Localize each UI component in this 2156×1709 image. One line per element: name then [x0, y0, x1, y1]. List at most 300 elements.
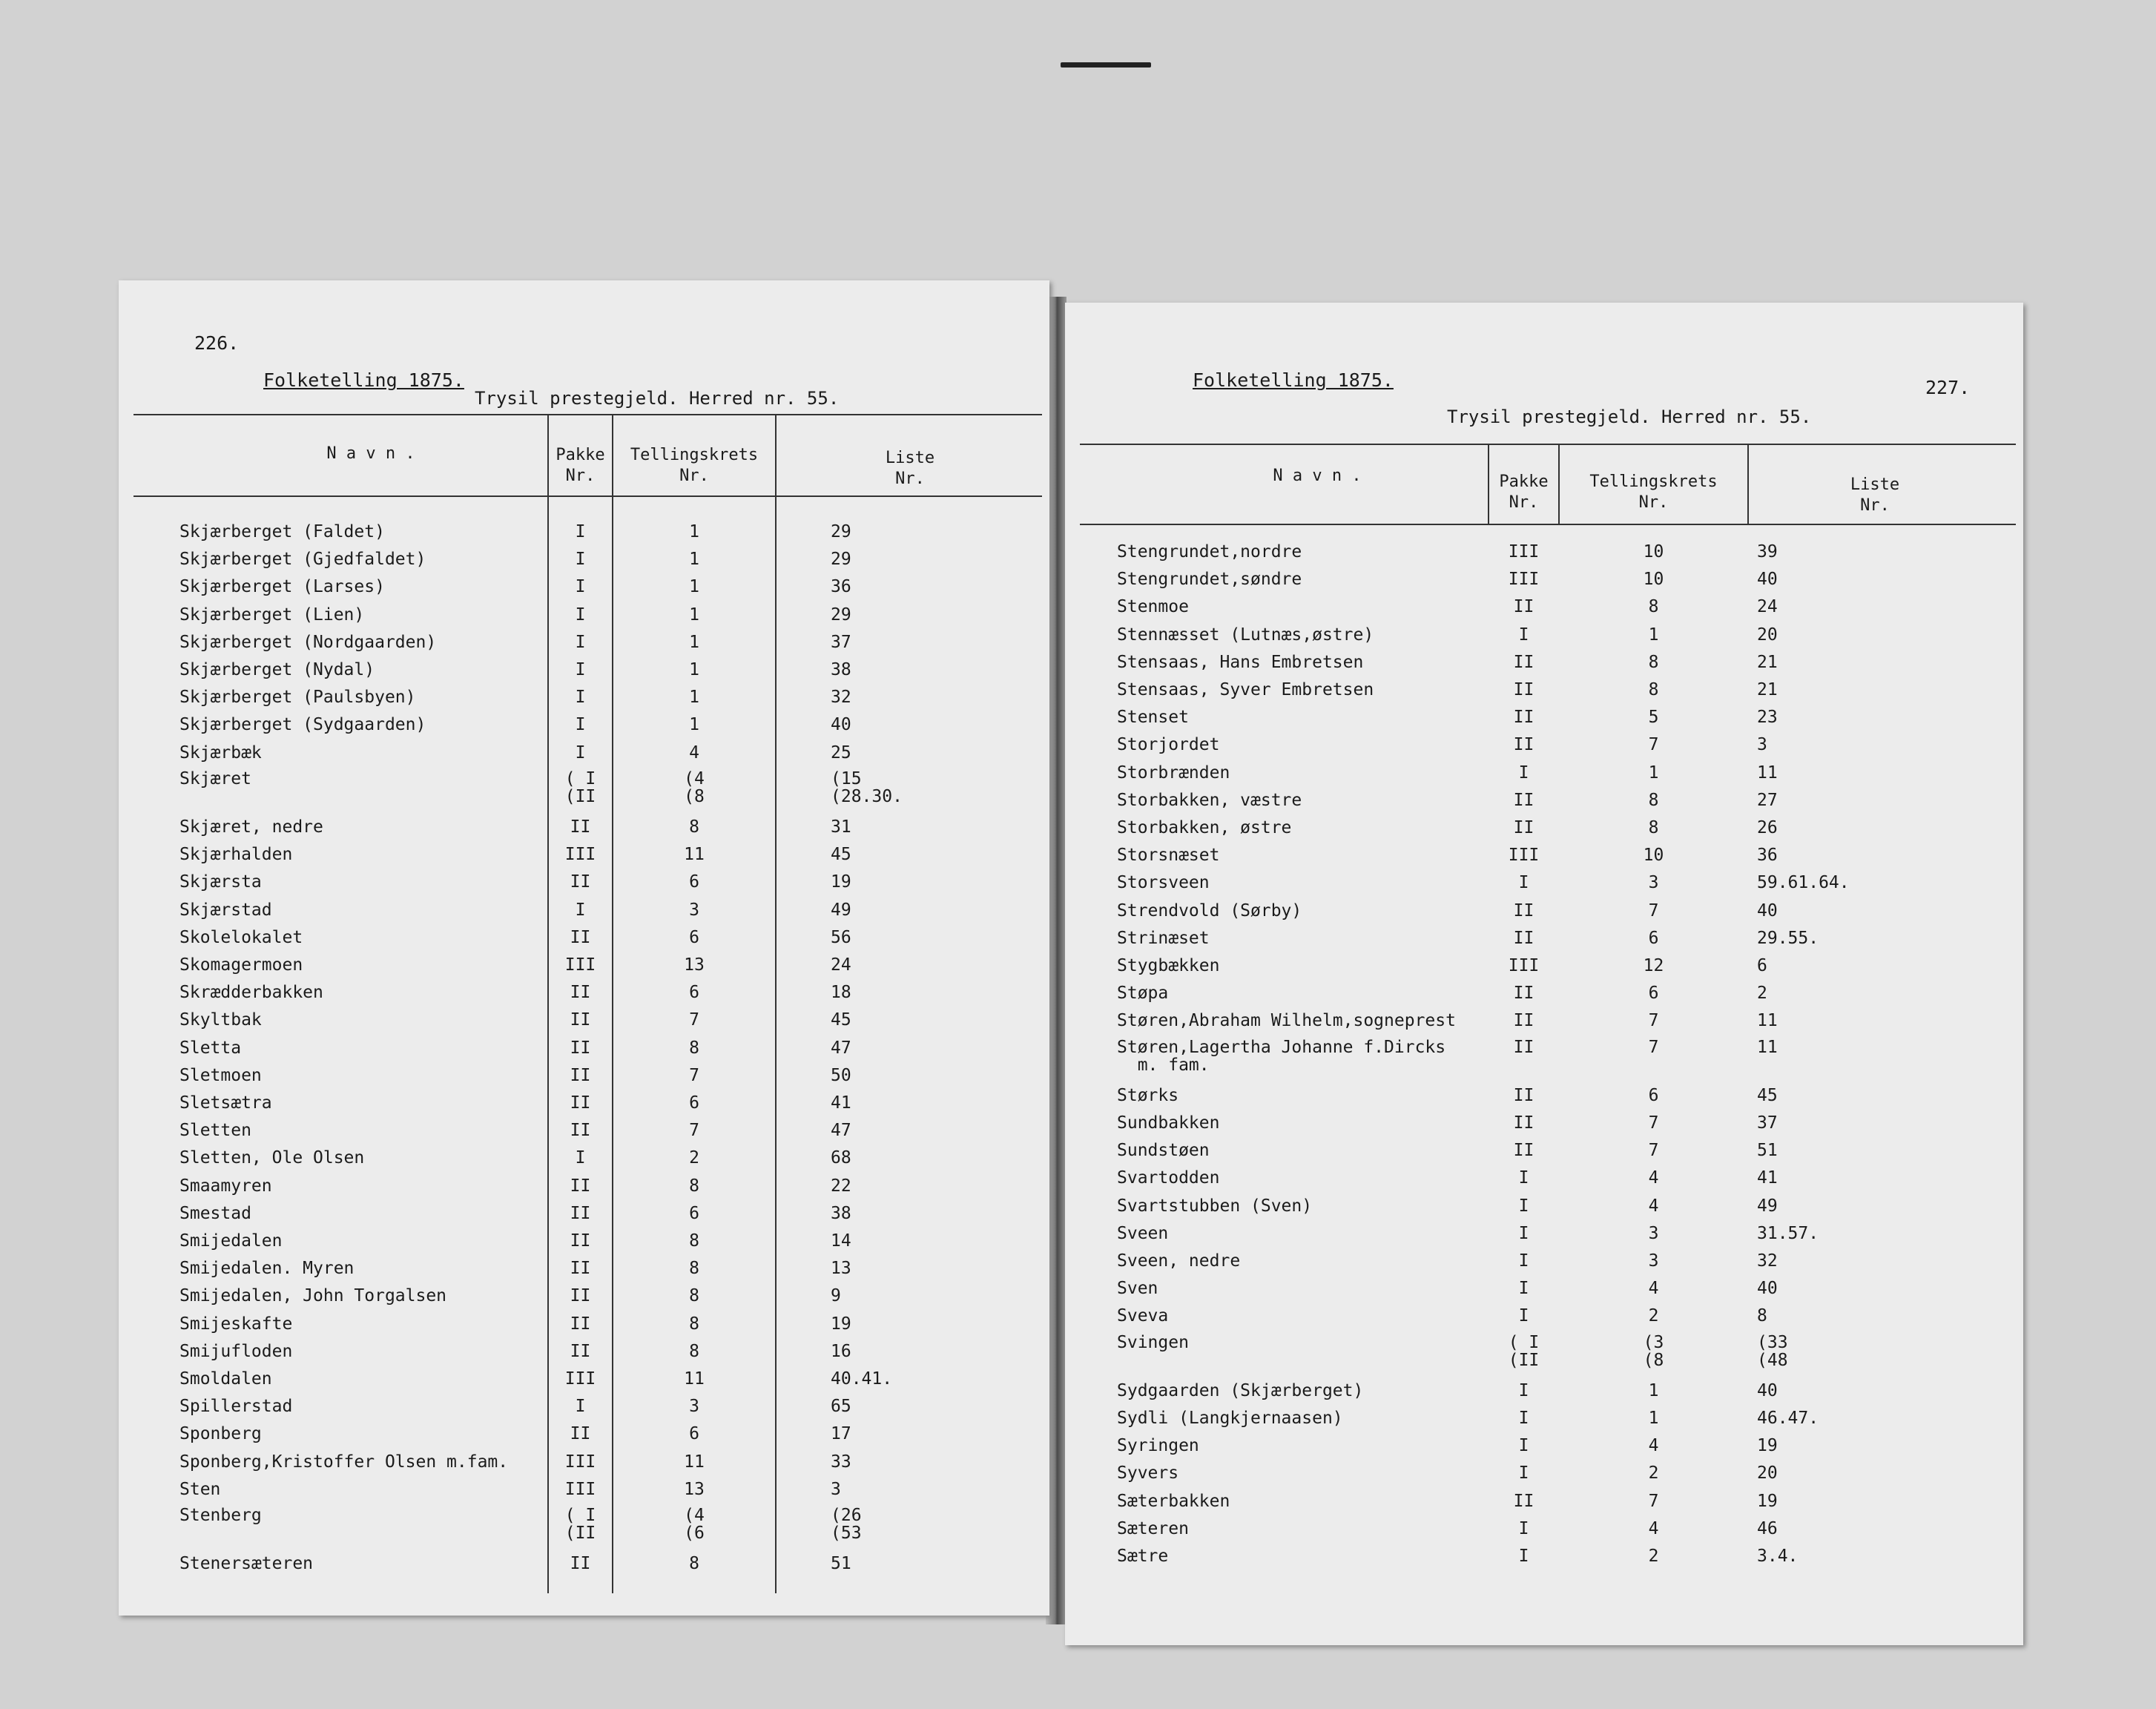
tellingskrets-nr: 8 — [1648, 680, 1659, 699]
entry-name: Strinæset — [1117, 928, 1210, 948]
liste-nr: 65 — [831, 1397, 851, 1417]
pakke-nr: III — [564, 845, 596, 865]
entry-name: Skrædderbakken — [179, 983, 323, 1003]
pakke-nr: I — [1518, 625, 1529, 645]
tellingskrets-nr: 8 — [689, 1286, 699, 1306]
pakke-nr: II — [570, 1010, 591, 1030]
pakke-nr: II — [1513, 900, 1534, 921]
entry-name: Sletten, Ole Olsen — [179, 1148, 365, 1168]
entry-name: Sven — [1117, 1279, 1158, 1299]
liste-nr: 29 — [831, 522, 851, 541]
pakke-nr: III — [564, 1369, 596, 1389]
tellingskrets-nr: 8 — [689, 1314, 699, 1334]
tellingskrets-nr: 6 — [689, 927, 699, 947]
pakke-nr: II — [570, 1424, 591, 1444]
header-bottom-rule — [133, 495, 1042, 497]
entry-name: Storbakken, væstre — [1117, 790, 1302, 810]
pakke-nr: I — [575, 900, 586, 920]
liste-nr: 19 — [1757, 1436, 1778, 1456]
header-navn: N a v n . — [326, 444, 415, 463]
page-subtitle: Trysil prestegjeld. Herred nr. 55. — [475, 388, 840, 409]
entry-name: Svartodden — [1117, 1168, 1220, 1188]
tellingskrets-nr: 1 — [689, 632, 699, 652]
liste-nr: 45 — [1757, 1085, 1778, 1105]
pakke-nr: II — [1513, 708, 1534, 728]
pakke-nr: III — [1508, 956, 1540, 975]
column-divider — [775, 414, 777, 1593]
liste-nr: 49 — [831, 900, 851, 920]
pakke-nr: II — [570, 983, 591, 1003]
tellingskrets-nr: (4 (6 — [684, 1506, 705, 1544]
entry-name: Støren,Lagertha Johanne f.Dircks m. fam. — [1117, 1037, 1446, 1075]
entry-name: Smoldalen — [179, 1369, 272, 1389]
tellingskrets-nr: 1 — [689, 577, 699, 597]
pakke-nr: II — [1513, 790, 1534, 810]
pakke-nr: I — [575, 1148, 586, 1168]
tellingskrets-nr: 1 — [689, 605, 699, 625]
pakke-nr: I — [575, 1397, 586, 1417]
liste-nr: 36 — [1757, 846, 1778, 866]
header-liste: Liste Nr. — [885, 449, 935, 488]
tellingskrets-nr: 4 — [1648, 1518, 1659, 1538]
tellingskrets-nr: 4 — [1648, 1279, 1659, 1299]
liste-nr: (15 (28.30. — [831, 768, 903, 806]
pakke-nr: II — [570, 817, 591, 837]
tellingskrets-nr: 4 — [1648, 1196, 1659, 1216]
liste-nr: 24 — [1757, 597, 1778, 617]
tellingskrets-nr: 7 — [1648, 1113, 1659, 1133]
tellingskrets-nr: 2 — [689, 1148, 699, 1168]
liste-nr: 56 — [831, 927, 851, 947]
tellingskrets-nr: 2 — [1648, 1306, 1659, 1326]
entry-name: Smijedalen — [179, 1231, 283, 1251]
entry-name: Sveen — [1117, 1223, 1169, 1243]
liste-nr: 26 — [1757, 818, 1778, 837]
pakke-nr: I — [1518, 763, 1529, 783]
liste-nr: 40 — [1757, 1380, 1778, 1400]
liste-nr: 47 — [831, 1121, 851, 1141]
liste-nr: 45 — [831, 1010, 851, 1030]
pakke-nr: III — [564, 1452, 596, 1472]
tellingskrets-nr: 6 — [1648, 984, 1659, 1004]
liste-nr: 11 — [1757, 1037, 1778, 1057]
tellingskrets-nr: 8 — [1648, 790, 1659, 810]
entry-name: Sletmoen — [179, 1065, 262, 1085]
liste-nr: 40 — [831, 715, 851, 735]
liste-nr: 29 — [831, 605, 851, 625]
liste-nr: 46.47. — [1757, 1409, 1819, 1429]
pakke-nr: II — [570, 1121, 591, 1141]
liste-nr: 41 — [1757, 1168, 1778, 1188]
entry-name: Størks — [1117, 1085, 1179, 1105]
pakke-nr: I — [575, 660, 586, 679]
entry-name: Skjærberget (Lien) — [179, 605, 365, 625]
entry-name: Sveva — [1117, 1306, 1169, 1326]
pakke-nr: II — [1513, 984, 1534, 1004]
liste-nr: (26 (53 — [831, 1506, 862, 1544]
tellingskrets-nr: 2 — [1648, 1463, 1659, 1484]
pakke-nr: I — [1518, 1409, 1529, 1429]
pakke-nr: II — [570, 1554, 591, 1574]
tellingskrets-nr: 11 — [684, 1369, 705, 1389]
liste-nr: 6 — [1757, 956, 1767, 975]
entry-name: Stennæsset (Lutnæs,østre) — [1117, 625, 1374, 645]
header-bottom-rule — [1080, 524, 2016, 525]
liste-nr: 20 — [1757, 1463, 1778, 1484]
header-pakke: Pakke Nr. — [556, 446, 605, 485]
liste-nr: 3 — [1757, 735, 1767, 755]
pakke-nr: II — [570, 872, 591, 892]
entry-name: Smijedalen, John Torgalsen — [179, 1286, 447, 1306]
tellingskrets-nr: 1 — [689, 715, 699, 735]
entry-name: Stengrundet,nordre — [1117, 542, 1302, 562]
liste-nr: 51 — [1757, 1141, 1778, 1161]
pakke-nr: ( I (II — [564, 768, 596, 806]
liste-nr: 23 — [1757, 708, 1778, 728]
tellingskrets-nr: 6 — [689, 1203, 699, 1223]
tellingskrets-nr: 11 — [684, 1452, 705, 1472]
pakke-nr: ( I (II — [1508, 1332, 1540, 1370]
tellingskrets-nr: 8 — [689, 1176, 699, 1196]
tellingskrets-nr: 8 — [1648, 818, 1659, 837]
tellingskrets-nr: 1 — [689, 688, 699, 708]
liste-nr: 9 — [831, 1286, 841, 1306]
tellingskrets-nr: 1 — [689, 660, 699, 679]
liste-nr: 37 — [831, 632, 851, 652]
pakke-nr: I — [575, 605, 586, 625]
tellingskrets-nr: 11 — [684, 845, 705, 865]
pakke-nr: II — [570, 1093, 591, 1113]
pakke-nr: III — [564, 1479, 596, 1499]
tellingskrets-nr: 6 — [1648, 1085, 1659, 1105]
liste-nr: 16 — [831, 1341, 851, 1361]
pakke-nr: II — [1513, 597, 1534, 617]
tellingskrets-nr: 12 — [1643, 956, 1664, 975]
tellingskrets-nr: (4 (8 — [684, 768, 705, 806]
entry-name: Strendvold (Sørby) — [1117, 900, 1302, 921]
tellingskrets-nr: 5 — [1648, 708, 1659, 728]
tellingskrets-nr: 8 — [689, 1038, 699, 1058]
page-subtitle: Trysil prestegjeld. Herred nr. 55. — [1447, 406, 1812, 427]
tellingskrets-nr: 6 — [689, 872, 699, 892]
liste-nr: 46 — [1757, 1518, 1778, 1538]
tellingskrets-nr: 7 — [1648, 1037, 1659, 1057]
tellingskrets-nr: 7 — [1648, 1011, 1659, 1031]
pakke-nr: I — [1518, 1518, 1529, 1538]
liste-nr: 59.61.64. — [1757, 873, 1850, 893]
right-page — [1065, 303, 2023, 1645]
liste-nr: 40 — [1757, 1279, 1778, 1299]
pakke-nr: III — [564, 955, 596, 975]
entry-name: Stengrundet,søndre — [1117, 570, 1302, 590]
tellingskrets-nr: (3 (8 — [1643, 1332, 1664, 1370]
tellingskrets-nr: 4 — [1648, 1168, 1659, 1188]
pakke-nr: II — [1513, 680, 1534, 699]
tellingskrets-nr: 1 — [1648, 625, 1659, 645]
entry-name: Skyltbak — [179, 1010, 262, 1030]
pakke-nr: II — [570, 1065, 591, 1085]
pakke-nr: I — [1518, 1463, 1529, 1484]
pakke-nr: II — [1513, 652, 1534, 672]
tellingskrets-nr: 10 — [1643, 570, 1664, 590]
pakke-nr: I — [1518, 1223, 1529, 1243]
tellingskrets-nr: 13 — [684, 955, 705, 975]
liste-nr: 3.4. — [1757, 1547, 1799, 1567]
pakke-nr: II — [1513, 1085, 1534, 1105]
tellingskrets-nr: 7 — [1648, 1491, 1659, 1511]
pakke-nr: I — [575, 550, 586, 570]
liste-nr: 36 — [831, 577, 851, 597]
header-tellingskrets: Tellingskrets Nr. — [630, 446, 759, 485]
tellingskrets-nr: 4 — [689, 742, 699, 763]
header-top-rule — [1080, 444, 2016, 445]
liste-nr: 19 — [831, 872, 851, 892]
entry-name: Skjærberget (Gjedfaldet) — [179, 550, 426, 570]
pakke-nr: III — [1508, 846, 1540, 866]
pakke-nr: I — [575, 742, 586, 763]
tellingskrets-nr: 6 — [689, 1424, 699, 1444]
entry-name: Stensaas, Syver Embretsen — [1117, 680, 1374, 699]
tellingskrets-nr: 13 — [684, 1479, 705, 1499]
liste-nr: 37 — [1757, 1113, 1778, 1133]
liste-nr: 50 — [831, 1065, 851, 1085]
liste-nr: 32 — [1757, 1251, 1778, 1271]
entry-name: Storbrænden — [1117, 763, 1230, 783]
header-navn: N a v n . — [1273, 467, 1362, 485]
entry-name: Skjærberget (Nydal) — [179, 660, 375, 679]
page-title: Folketelling 1875. — [263, 369, 464, 391]
entry-name: Støren,Abraham Wilhelm,sogneprest — [1117, 1011, 1456, 1031]
entry-name: Stenersæteren — [179, 1554, 314, 1574]
tellingskrets-nr: 7 — [689, 1065, 699, 1085]
entry-name: Sæterbakken — [1117, 1491, 1230, 1511]
tellingskrets-nr: 1 — [1648, 1380, 1659, 1400]
tellingskrets-nr: 8 — [689, 1554, 699, 1574]
liste-nr: 2 — [1757, 984, 1767, 1004]
liste-nr: 33 — [831, 1452, 851, 1472]
tellingskrets-nr: 3 — [1648, 873, 1659, 893]
tellingskrets-nr: 8 — [689, 1259, 699, 1279]
entry-name: Skjærsta — [179, 872, 262, 892]
entry-name: Sletten — [179, 1121, 251, 1141]
liste-nr: 17 — [831, 1424, 851, 1444]
liste-nr: 51 — [831, 1554, 851, 1574]
pakke-nr: II — [570, 927, 591, 947]
tellingskrets-nr: 10 — [1643, 846, 1664, 866]
liste-nr: 38 — [831, 1203, 851, 1223]
entry-name: Stenset — [1117, 708, 1189, 728]
liste-nr: 31 — [831, 817, 851, 837]
left-page — [119, 280, 1049, 1616]
tellingskrets-nr: 3 — [689, 900, 699, 920]
entry-name: Smestad — [179, 1203, 251, 1223]
tellingskrets-nr: 7 — [1648, 900, 1659, 921]
pakke-nr: I — [1518, 1279, 1529, 1299]
entry-name: Sydgaarden (Skjærberget) — [1117, 1380, 1364, 1400]
entry-name: Stensaas, Hans Embretsen — [1117, 652, 1364, 672]
pakke-nr: II — [1513, 1011, 1534, 1031]
entry-name: Sten — [179, 1479, 221, 1499]
pakke-nr: II — [1513, 818, 1534, 837]
page-number: 226. — [194, 332, 240, 354]
tellingskrets-nr: 3 — [1648, 1223, 1659, 1243]
tellingskrets-nr: 8 — [1648, 597, 1659, 617]
entry-name: Skjæret, nedre — [179, 817, 323, 837]
entry-name: Skjærstad — [179, 900, 272, 920]
entry-name: Sundbakken — [1117, 1113, 1220, 1133]
pakke-nr: II — [1513, 928, 1534, 948]
entry-name: Sletsætra — [179, 1093, 272, 1113]
pakke-nr: I — [1518, 1306, 1529, 1326]
page-title: Folketelling 1875. — [1193, 369, 1394, 391]
tellingskrets-nr: 8 — [689, 1231, 699, 1251]
liste-nr: 11 — [1757, 1011, 1778, 1031]
pakke-nr: ( I (II — [564, 1506, 596, 1544]
entry-name: Storbakken, østre — [1117, 818, 1292, 837]
tellingskrets-nr: 3 — [1648, 1251, 1659, 1271]
entry-name: Skjærberget (Nordgaarden) — [179, 632, 437, 652]
pakke-nr: II — [1513, 1113, 1534, 1133]
header-top-rule — [133, 414, 1042, 415]
liste-nr: 31.57. — [1757, 1223, 1819, 1243]
entry-name: Skjærberget (Larses) — [179, 577, 385, 597]
entry-name: Smijedalen. Myren — [179, 1259, 355, 1279]
liste-nr: 21 — [1757, 652, 1778, 672]
entry-name: Skjærhalden — [179, 845, 293, 865]
liste-nr: 47 — [831, 1038, 851, 1058]
entry-name: Sæteren — [1117, 1518, 1189, 1538]
pakke-nr: I — [575, 522, 586, 541]
pakke-nr: I — [1518, 1436, 1529, 1456]
entry-name: Stenberg — [179, 1506, 262, 1526]
tellingskrets-nr: 6 — [1648, 928, 1659, 948]
liste-nr: 45 — [831, 845, 851, 865]
pakke-nr: I — [1518, 1251, 1529, 1271]
entry-name: Sundstøen — [1117, 1141, 1210, 1161]
liste-nr: 20 — [1757, 625, 1778, 645]
pakke-nr: II — [1513, 1491, 1534, 1511]
entry-name: Skomagermoen — [179, 955, 303, 975]
tellingskrets-nr: 1 — [689, 550, 699, 570]
tellingskrets-nr: 3 — [689, 1397, 699, 1417]
liste-nr: 32 — [831, 688, 851, 708]
entry-name: Storsnæset — [1117, 846, 1220, 866]
liste-nr: 19 — [831, 1314, 851, 1334]
pakke-nr: I — [1518, 1168, 1529, 1188]
tellingskrets-nr: 8 — [689, 1341, 699, 1361]
pakke-nr: II — [1513, 1141, 1534, 1161]
pakke-nr: I — [575, 577, 586, 597]
pakke-nr: I — [575, 715, 586, 735]
page-number: 227. — [1925, 377, 1971, 398]
tellingskrets-nr: 4 — [1648, 1436, 1659, 1456]
entry-name: Syringen — [1117, 1436, 1199, 1456]
tellingskrets-nr: 6 — [689, 1093, 699, 1113]
tellingskrets-nr: 10 — [1643, 542, 1664, 562]
entry-name: Smaamyren — [179, 1176, 272, 1196]
entry-name: Smijufloden — [179, 1341, 293, 1361]
liste-nr: 40.41. — [831, 1369, 893, 1389]
pakke-nr: II — [1513, 735, 1534, 755]
tellingskrets-nr: 1 — [1648, 763, 1659, 783]
entry-name: Skjærberget (Faldet) — [179, 522, 385, 541]
pakke-nr: I — [1518, 1196, 1529, 1216]
liste-nr: 25 — [831, 742, 851, 763]
pakke-nr: I — [1518, 1547, 1529, 1567]
liste-nr: 27 — [1757, 790, 1778, 810]
header-tellingskrets: Tellingskrets Nr. — [1589, 472, 1718, 512]
pakke-nr: I — [1518, 873, 1529, 893]
liste-nr: 21 — [1757, 680, 1778, 699]
pakke-nr: II — [570, 1341, 591, 1361]
entry-name: Storjordet — [1117, 735, 1220, 755]
tellingskrets-nr: 8 — [689, 817, 699, 837]
entry-name: Stygbækken — [1117, 956, 1220, 975]
entry-name: Sætre — [1117, 1547, 1169, 1567]
liste-nr: 14 — [831, 1231, 851, 1251]
pakke-nr: II — [570, 1176, 591, 1196]
tellingskrets-nr: 6 — [689, 983, 699, 1003]
entry-name: Storsveen — [1117, 873, 1210, 893]
pakke-nr: II — [570, 1231, 591, 1251]
tellingskrets-nr: 7 — [1648, 735, 1659, 755]
entry-name: Sveen, nedre — [1117, 1251, 1241, 1271]
liste-nr: 18 — [831, 983, 851, 1003]
tellingskrets-nr: 1 — [689, 522, 699, 541]
tellingskrets-nr: 8 — [1648, 652, 1659, 672]
pakke-nr: II — [570, 1314, 591, 1334]
liste-nr: 40 — [1757, 570, 1778, 590]
header-pakke: Pakke Nr. — [1499, 472, 1549, 512]
liste-nr: 49 — [1757, 1196, 1778, 1216]
liste-nr: 13 — [831, 1259, 851, 1279]
liste-nr: 41 — [831, 1093, 851, 1113]
entry-name: Sponberg,Kristoffer Olsen m.fam. — [179, 1452, 509, 1472]
liste-nr: 22 — [831, 1176, 851, 1196]
tellingskrets-nr: 7 — [689, 1121, 699, 1141]
entry-name: Spillerstad — [179, 1397, 293, 1417]
pakke-nr: II — [570, 1203, 591, 1223]
entry-name: Svartstubben (Sven) — [1117, 1196, 1313, 1216]
entry-name: Skjærbæk — [179, 742, 262, 763]
pakke-nr: III — [1508, 570, 1540, 590]
entry-name: Sponberg — [179, 1424, 262, 1444]
pakke-nr: II — [570, 1286, 591, 1306]
liste-nr: 11 — [1757, 763, 1778, 783]
entry-name: Skjærberget (Paulsbyen) — [179, 688, 416, 708]
header-liste: Liste Nr. — [1850, 475, 1900, 515]
liste-nr: 40 — [1757, 900, 1778, 921]
pakke-nr: II — [570, 1259, 591, 1279]
liste-nr: 38 — [831, 660, 851, 679]
pakke-nr: I — [575, 688, 586, 708]
entry-name: Skjæret — [179, 768, 251, 788]
tellingskrets-nr: 7 — [689, 1010, 699, 1030]
pakke-nr: I — [575, 632, 586, 652]
tellingskrets-nr: 1 — [1648, 1409, 1659, 1429]
liste-nr: 29.55. — [1757, 928, 1819, 948]
pakke-nr: II — [1513, 1037, 1534, 1057]
tellingskrets-nr: 2 — [1648, 1547, 1659, 1567]
liste-nr: 19 — [1757, 1491, 1778, 1511]
entry-name: Stenmoe — [1117, 597, 1189, 617]
liste-nr: 39 — [1757, 542, 1778, 562]
liste-nr: 3 — [831, 1479, 841, 1499]
entry-name: Smijeskafte — [179, 1314, 293, 1334]
liste-nr: (33 (48 — [1757, 1332, 1788, 1370]
entry-name: Svingen — [1117, 1332, 1189, 1352]
entry-name: Sydli (Langkjernaasen) — [1117, 1409, 1343, 1429]
